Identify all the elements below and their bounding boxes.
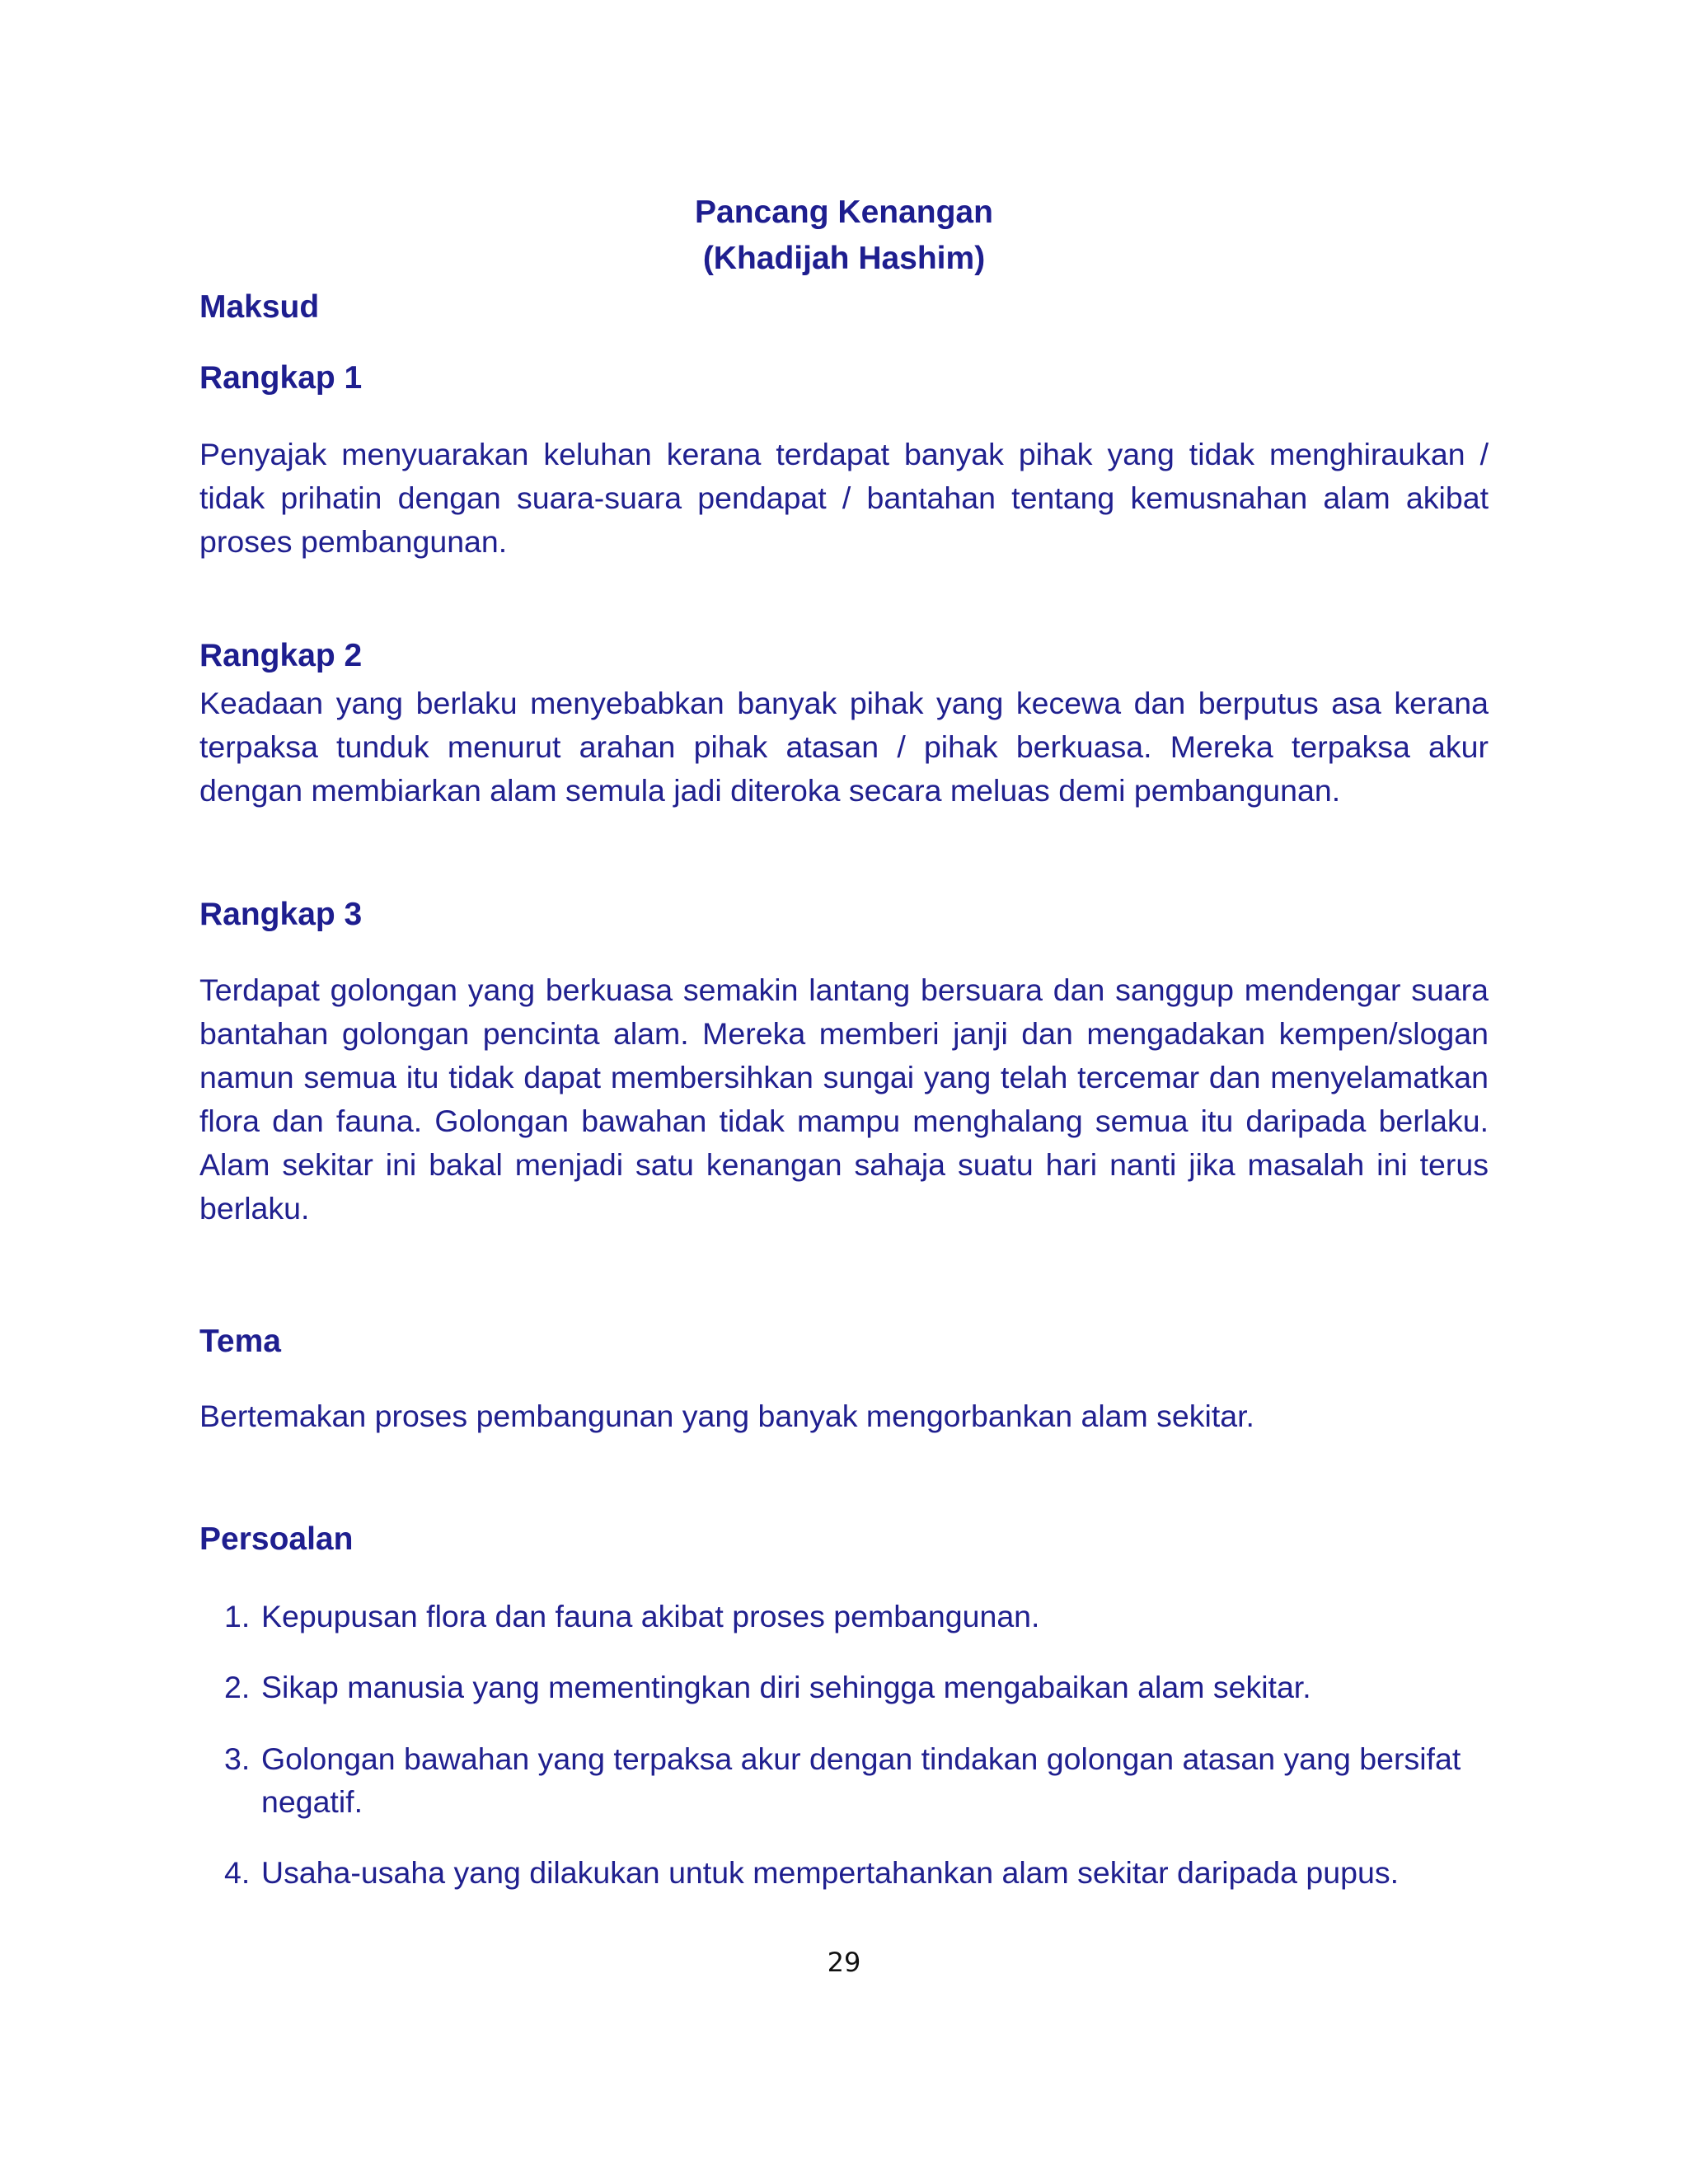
paragraph-tema: Bertemakan proses pembangunan yang banyak mengorbankan alam sekitar. [199, 1399, 1254, 1433]
list-item-text: Usaha-usaha yang dilakukan untuk mempertahankan alam sekitar daripada pupus. [261, 1855, 1400, 1890]
list-item [224, 1595, 1477, 1638]
heading-rangkap-2: Rangkap 2 [199, 638, 363, 673]
heading-rangkap-3: Rangkap 3 [199, 897, 363, 932]
list-item [224, 1737, 1477, 1823]
paragraph-rangkap-2: Keadaan yang berlaku menyebabkan banyak pihak yang kecewa dan berputus asa kerana terpaksa tunduk menurut arahan pihak atasan / pihak berkuasa. Mereka terpaksa akur dengan membiarkan alam semula jadi diteroka secara meluas demi pembangunan. [199, 686, 1489, 808]
heading-rangkap-1: Rangkap 1 [199, 360, 363, 396]
list-item-text: Sikap manusia yang mementingkan diri sehingga mengabaikan alam sekitar. [261, 1670, 1311, 1704]
section-heading-tema: Tema [199, 1324, 281, 1359]
list-item-number: 3. [224, 1741, 251, 1776]
section-heading-persoalan: Persoalan [199, 1521, 354, 1557]
page-number: 29 [827, 1947, 861, 1978]
document-title: Pancang Kenangan [695, 194, 993, 230]
list-item-number: 2. [224, 1670, 251, 1704]
paragraph-rangkap-3: Terdapat golongan yang berkuasa semakin lantang bersuara dan sanggup mendengar suara bantahan golongan pencinta alam. Mereka memberi janji dan mengadakan kempen/slogan namun semua itu tidak dapat membersihkan sungai yang telah tercemar dan menyelamatkan flora dan fauna. Golongan bawahan tidak mampu menghalang semua itu daripada berlaku. Alam sekitar ini bakal menjadi satu kenangan sahaja suatu hari nanti jika masalah ini terus berlaku. [199, 972, 1489, 1226]
paragraph-rangkap-1: Penyajak menyuarakan keluhan kerana terdapat banyak pihak yang tidak menghiraukan / tidak prihatin dengan suara-suara pendapat / bantahan tentang kemusnahan alam akibat proses pembangunan. [199, 437, 1489, 559]
list-item-number: 1. [224, 1599, 251, 1633]
list-item [224, 1666, 1477, 1708]
list-item-number: 4. [224, 1855, 251, 1890]
list-item [224, 1851, 1477, 1894]
section-heading-maksud: Maksud [199, 289, 320, 325]
list-item-text: Golongan bawahan yang terpaksa akur dengan tindakan golongan atasan yang bersifat negatif. [261, 1741, 1461, 1819]
list-item-text: Kepupusan flora dan fauna akibat proses pembangunan. [261, 1599, 1040, 1633]
document-author: (Khadijah Hashim) [702, 241, 986, 276]
